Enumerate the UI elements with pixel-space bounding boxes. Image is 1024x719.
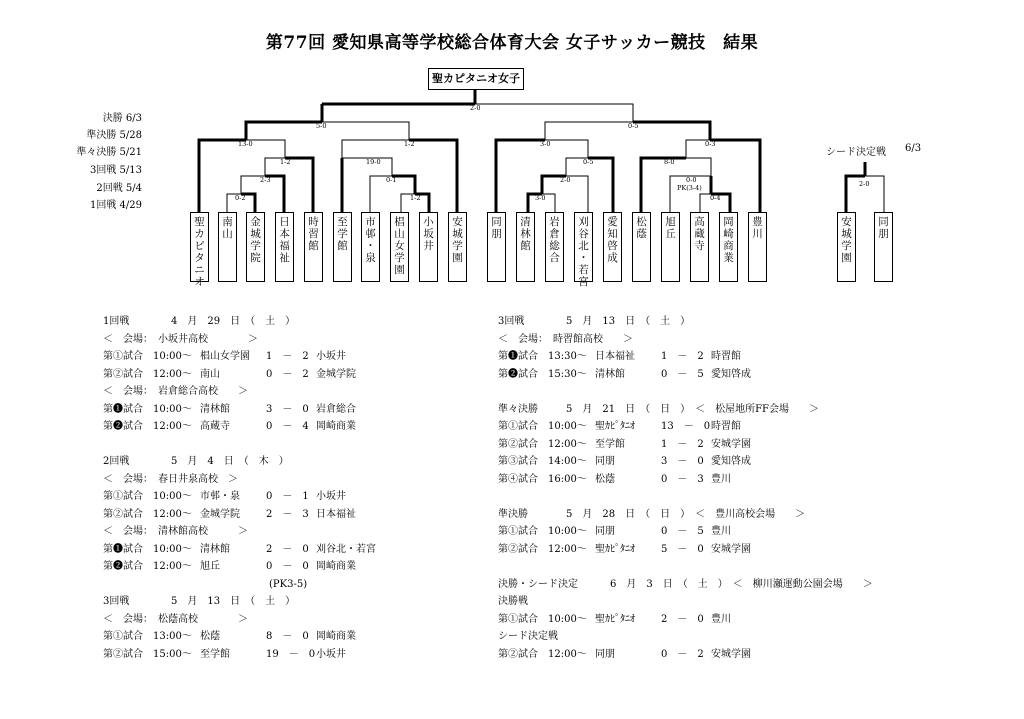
- home-team: 至学館: [200, 648, 230, 660]
- score-r1-4: 0-4: [710, 194, 721, 202]
- round-label-round3: 3回戦 5/13: [90, 165, 142, 176]
- round-name: 1回戦: [103, 316, 130, 327]
- match-time: 12:00～: [153, 421, 192, 432]
- away-team: 岡崎商業: [316, 561, 356, 572]
- score-sf-left: 5-0: [316, 122, 327, 130]
- team-box: 日 本 福 祉: [275, 212, 294, 282]
- match-score: 1 － 2: [661, 438, 704, 450]
- home-team: 同朋: [595, 456, 615, 467]
- match-score: 2 － 0: [266, 543, 309, 555]
- team-box: 南 山: [218, 212, 237, 282]
- round-date: 5 月 4 日 （ 木 ）: [171, 456, 289, 467]
- score-sf-right: 0-5: [628, 122, 639, 130]
- match-number: 第②試合: [103, 648, 143, 660]
- match-score: 0 － 4: [266, 421, 309, 432]
- match-score: 1 － 2: [661, 351, 704, 362]
- round-date: 5 月 28 日 （ 日 ） ＜ 豊川高校会場 ＞: [566, 508, 806, 520]
- away-team: 時習館: [711, 421, 741, 432]
- match-time: 16:00～: [548, 473, 587, 485]
- tournament-bracket: [0, 0, 1024, 300]
- match-time: 10:00～: [548, 526, 587, 537]
- round-date: 4 月 29 日 （ 土 ）: [171, 316, 296, 327]
- match-number: 第②試合: [498, 543, 538, 555]
- score-r2-1: 2-3: [260, 176, 271, 184]
- match-score: 3 － 0: [661, 456, 704, 467]
- score-r1-1: 0-2: [235, 194, 246, 202]
- team-box: 松 蔭: [632, 212, 651, 282]
- away-team: 安城学園: [711, 648, 751, 660]
- match-time: 13:30～: [548, 351, 587, 362]
- match-score: 0 － 5: [661, 368, 704, 380]
- match-number: 第①試合: [498, 526, 538, 537]
- score-r2-2: 0-1: [386, 176, 397, 184]
- round-label-final: 決勝 6/3: [102, 113, 142, 124]
- match-number: 第①試合: [103, 351, 143, 362]
- match-score: 0 － 5: [661, 526, 704, 537]
- match-number: 第❶試合: [103, 403, 143, 415]
- home-team: 至学館: [595, 438, 625, 450]
- team-box: 至 学 館: [333, 212, 352, 282]
- seed-decision-label: シード決定戦: [826, 147, 886, 158]
- team-box: 刈 谷 北 ・ 若 宮: [574, 212, 593, 282]
- score-r2-3: 2-0: [560, 176, 571, 184]
- home-team: 清林館: [200, 543, 230, 555]
- away-team: 小坂井: [316, 351, 346, 362]
- home-team: 同朋: [595, 648, 615, 660]
- match-score: 2 － 3: [266, 508, 309, 520]
- match-score: 19 － 0: [266, 648, 316, 660]
- away-team: 日本福祉: [316, 508, 356, 520]
- score-qf1: 13-0: [238, 140, 253, 148]
- away-team: 豊川: [711, 613, 731, 625]
- score-r2-4: 0-0: [686, 176, 697, 184]
- match-number: 第❶試合: [498, 351, 538, 362]
- match-score: 0 － 1: [266, 491, 309, 502]
- match-time: 10:00～: [153, 403, 192, 415]
- home-team: 聖ｶﾋﾟﾀﾆｵ: [595, 543, 635, 555]
- match-score: 0 － 3: [661, 473, 704, 485]
- home-team: 聖ｶﾋﾟﾀﾆｵ: [595, 613, 635, 625]
- team-box: 旭 丘: [661, 212, 680, 282]
- match-time: 10:00～: [548, 613, 587, 625]
- score-r3-2: 19-0: [366, 158, 381, 166]
- match-score: 1 － 2: [266, 351, 309, 362]
- away-team: 愛知啓成: [711, 368, 751, 380]
- score-r3-4: 8-0: [664, 158, 675, 166]
- round-date: 6 月 3 日 （ 土 ） ＜ 柳川瀬運動公園会場 ＞: [610, 578, 873, 590]
- match-time: 12:00～: [153, 368, 192, 380]
- team-box: 同 朋: [487, 212, 506, 282]
- away-team: 岩倉総合: [316, 403, 356, 415]
- round-label-round2: 2回戦 5/4: [96, 183, 142, 194]
- team-box: 市 邨 ・ 泉: [361, 212, 380, 282]
- match-number: 第①試合: [103, 631, 143, 642]
- page-title: 第77回 愛知県高等学校総合体育大会 女子サッカー競技 結果: [265, 33, 759, 53]
- match-score: 3 － 0: [266, 403, 309, 415]
- score-qf2: 1-2: [404, 140, 415, 148]
- team-box: 高 蔵 寺: [690, 212, 709, 282]
- match-number: 第❷試合: [103, 561, 143, 572]
- away-team: 岡崎商業: [316, 421, 356, 432]
- round-name: 準決勝: [498, 508, 528, 520]
- home-team: 松蔭: [595, 473, 615, 485]
- venue-label: ＜ 会場： 清林館高校 ＞: [103, 526, 248, 537]
- match-time: 13:00～: [153, 631, 192, 642]
- match-time: 10:00～: [153, 491, 192, 502]
- away-team: 豊川: [711, 526, 731, 537]
- match-score: 0 － 2: [661, 648, 704, 660]
- team-box: 金 城 学 院: [246, 212, 265, 282]
- match-time: 10:00～: [548, 421, 587, 432]
- venue-label: ＜ 会場： 小坂井高校 ＞: [103, 333, 258, 345]
- home-team: 南山: [200, 368, 220, 380]
- match-number: 第①試合: [103, 491, 143, 502]
- venue-label: ＜ 会場： 春日井泉高校 ＞: [103, 473, 238, 485]
- match-score: 5 － 0: [661, 543, 704, 555]
- home-team: 日本福祉: [595, 351, 635, 362]
- match-time: 15:30～: [548, 368, 587, 380]
- score-r1-3: 3-0: [535, 194, 546, 202]
- round-date: 5 月 13 日 （ 土 ）: [171, 596, 296, 607]
- match-number: 第❷試合: [103, 421, 143, 432]
- team-box: 椙 山 女 学 園: [390, 212, 409, 282]
- home-team: 清林館: [200, 403, 230, 415]
- score-r1-2: 1-2: [410, 194, 421, 202]
- match-score: 2 － 0: [661, 613, 704, 625]
- sub-heading: 決勝戦: [498, 596, 528, 607]
- match-time: 12:00～: [153, 508, 192, 520]
- match-time: 12:00～: [548, 543, 587, 555]
- home-team: 市邨・泉: [200, 491, 240, 502]
- home-team: 清林館: [595, 368, 625, 380]
- score-r2-4-pk: PK(3-4): [677, 184, 702, 192]
- pk-result: (PK3-5): [269, 578, 308, 590]
- match-number: 第③試合: [498, 456, 538, 467]
- team-box: 安 城 学 園: [448, 212, 467, 282]
- score-final: 2-0: [470, 104, 481, 112]
- away-team: 豊川: [711, 473, 731, 485]
- team-box: 清 林 館: [516, 212, 535, 282]
- match-time: 15:00～: [153, 648, 192, 660]
- round-label-quarterfinal: 準々決勝 5/21: [76, 147, 142, 158]
- round-date: 5 月 21 日 （ 日 ） ＜ 松屋地所FF会場 ＞: [566, 403, 819, 415]
- team-box: 安 城 学 園: [837, 212, 856, 282]
- home-team: 金城学院: [200, 508, 240, 520]
- match-time: 12:00～: [153, 561, 192, 572]
- home-team: 旭丘: [200, 561, 220, 572]
- match-number: 第①試合: [498, 613, 538, 625]
- away-team: 小坂井: [316, 648, 346, 660]
- match-number: 第④試合: [498, 473, 538, 485]
- away-team: 愛知啓成: [711, 456, 751, 467]
- score-r3-3: 0-5: [583, 158, 594, 166]
- match-score: 0 － 2: [266, 368, 309, 380]
- team-box: 豊 川: [748, 212, 767, 282]
- round-name: 2回戦: [103, 456, 130, 467]
- match-time: 12:00～: [548, 648, 587, 660]
- score-qf4: 0-3: [705, 140, 716, 148]
- away-team: 小坂井: [316, 491, 346, 502]
- score-qf3: 3-0: [540, 140, 551, 148]
- team-box: 同 朋: [874, 212, 893, 282]
- match-time: 12:00～: [548, 438, 587, 450]
- match-time: 14:00～: [548, 456, 587, 467]
- score-seed: 2-0: [859, 180, 870, 188]
- match-score: 0 － 0: [266, 561, 309, 572]
- home-team: 松蔭: [200, 631, 220, 642]
- match-number: 第②試合: [498, 438, 538, 450]
- away-team: 金城学院: [316, 368, 356, 380]
- home-team: 同朋: [595, 526, 615, 537]
- match-score: 13 － 0: [661, 421, 711, 432]
- match-time: 10:00～: [153, 543, 192, 555]
- match-number: 第❶試合: [103, 543, 143, 555]
- team-box: 小 坂 井: [419, 212, 438, 282]
- venue-label: ＜ 会場： 松蔭高校 ＞: [103, 613, 248, 625]
- team-box: 時 習 館: [304, 212, 323, 282]
- round-label-round1: 1回戦 4/29: [90, 200, 142, 211]
- round-name: 決勝・シード決定: [498, 578, 578, 590]
- team-box: 岩 倉 総 合: [545, 212, 564, 282]
- sub-heading: シード決定戦: [498, 631, 558, 642]
- venue-label: ＜ 会場： 時習館高校 ＞: [498, 333, 633, 345]
- home-team: 聖ｶﾋﾟﾀﾆｵ: [595, 421, 635, 432]
- away-team: 岡崎商業: [316, 631, 356, 642]
- away-team: 安城学園: [711, 543, 751, 555]
- match-number: 第❷試合: [498, 368, 538, 380]
- team-box: 聖 カ ピ タ ニ オ: [190, 212, 209, 282]
- away-team: 刈谷北・若宮: [316, 543, 376, 555]
- team-box: 岡 崎 商 業: [719, 212, 738, 282]
- round-name: 3回戦: [498, 316, 525, 327]
- away-team: 時習館: [711, 351, 741, 362]
- round-label-semifinal: 準決勝 5/28: [86, 130, 142, 141]
- match-time: 10:00～: [153, 351, 192, 362]
- seed-decision-date: 6/3: [905, 143, 922, 154]
- team-box: 愛 知 啓 成: [603, 212, 622, 282]
- score-r3-1: 1-2: [280, 158, 291, 166]
- match-number: 第②試合: [103, 508, 143, 520]
- away-team: 安城学園: [711, 438, 751, 450]
- match-number: 第①試合: [498, 421, 538, 432]
- match-number: 第②試合: [103, 368, 143, 380]
- venue-label: ＜ 会場： 岩倉総合高校 ＞: [103, 386, 248, 397]
- round-date: 5 月 13 日 （ 土 ）: [566, 316, 691, 327]
- match-number: 第②試合: [498, 648, 538, 660]
- champion-box: 聖カピタニオ女子: [428, 68, 524, 90]
- home-team: 高蔵寺: [200, 421, 230, 432]
- home-team: 椙山女学園: [200, 351, 250, 362]
- match-score: 8 － 0: [266, 631, 309, 642]
- round-name: 準々決勝: [498, 403, 538, 415]
- round-name: 3回戦: [103, 596, 130, 607]
